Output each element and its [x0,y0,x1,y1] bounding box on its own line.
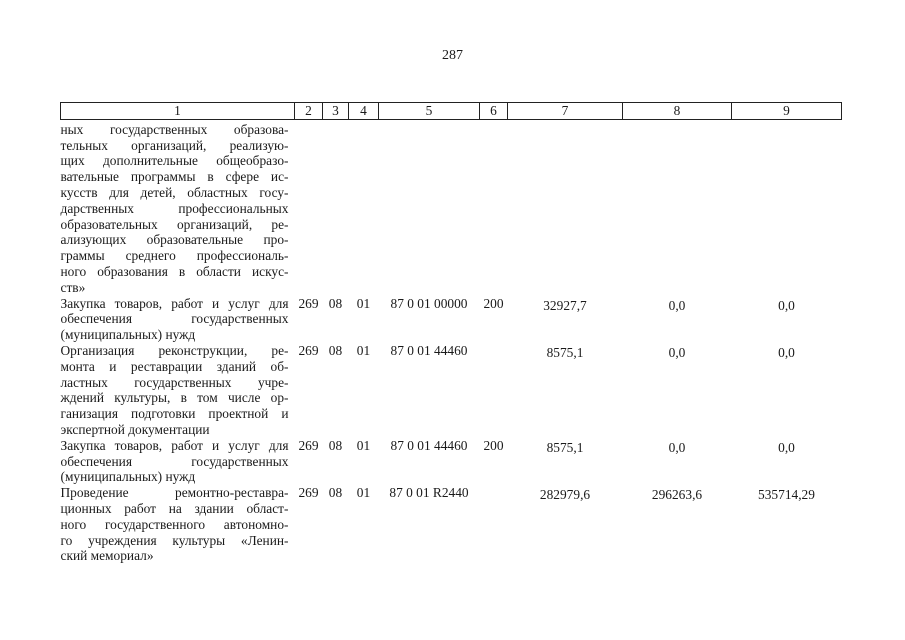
description-line: обеспечения государственных [60,453,289,469]
col-7-amount: 282979,6 [539,487,591,503]
description-line: ский мемориал» [60,548,154,564]
header-col-1: 1 [61,103,295,120]
description-line: граммы среднего профессиональ- [60,248,289,264]
description-line: монта и реставрации зданий об- [60,358,289,374]
col-4-subsection: 01 [356,485,371,501]
row-description [61,296,295,343]
col-3-section: 08 [328,295,343,311]
description-line: тельных организаций, реализую- [60,137,289,153]
description-line: ализующих образовательные про- [60,232,289,248]
col-8-amount [623,119,732,295]
row-description [61,485,295,564]
description-line: ластных государственных учре- [60,374,289,390]
header-col-2: 2 [295,103,323,120]
description-line: Закупка товаров, работ и услуг для [60,437,289,453]
description-line: ного образования в области искус- [60,263,289,279]
header-col-3: 3 [323,103,349,120]
col-6-expense-type [480,343,508,438]
description-line: образовательных организаций, ре- [60,216,289,232]
header-col-8: 8 [623,103,732,120]
header-col-6: 6 [480,103,508,120]
col-5-target-article: 87 0 01 00000 [390,295,468,311]
col-5-target-article: 87 0 01 R2440 [389,485,469,501]
description-line: Закупка товаров, работ и услуг для [60,295,289,311]
col-8-amount: 296263,6 [651,487,703,503]
description-line: го учреждения культуры «Ленин- [60,532,289,548]
row-description [61,343,295,438]
description-line: ств» [60,279,86,295]
col-6-expense-type: 200 [483,437,504,453]
description-line: щих дополнительные общеобразо- [60,153,289,169]
row-description [61,438,295,485]
description-line: (муниципальных) нужд [60,327,196,343]
header-col-4: 4 [349,103,379,120]
col-8-amount: 0,0 [668,344,686,360]
col-9-amount: 535714,29 [758,487,815,503]
col-4-subsection: 01 [356,437,371,453]
table-row [61,119,842,295]
col-9-amount [732,119,842,295]
header-row [61,103,842,120]
description-line: обеспечения государственных [60,311,289,327]
description-line: Организация реконструкции, ре- [60,342,289,358]
col-7-amount [508,119,623,295]
table-row [61,438,842,485]
col-3-section: 08 [328,485,343,501]
description-line: экспертной документации [60,421,210,437]
budget-table [60,102,842,564]
table-row [61,485,842,564]
header-col-5: 5 [379,103,480,120]
col-9-amount: 0,0 [778,297,795,313]
col-7-amount: 8575,1 [546,439,584,455]
description-line: ждений культуры, в том числе ор- [60,390,289,406]
description-line: вательные программы в сфере ис- [60,169,289,185]
header-col-9: 9 [732,103,842,120]
description-line: Проведение ремонтно-реставра- [60,485,289,501]
description-line: дарственных профессиональных [60,200,289,216]
col-3-section: 08 [328,342,343,358]
table-row [61,343,842,438]
col-6-expense-type [480,485,508,564]
col-9-amount: 0,0 [778,439,795,455]
col-2-code: 269 [298,295,319,311]
col-7-amount: 8575,1 [546,344,584,360]
col-6-expense-type: 200 [483,295,504,311]
col-6-expense-type [480,119,508,295]
col-8-amount: 0,0 [668,297,686,313]
col-2-code: 269 [298,485,319,501]
header-col-7: 7 [508,103,623,120]
description-line: ганизация подготовки проектной и [60,406,289,422]
col-4-subsection [349,119,379,295]
row-description [61,119,295,295]
page-number: 287 [442,48,463,63]
description-line: (муниципальных) нужд [60,469,196,485]
description-line: ных государственных образова- [60,121,289,137]
col-5-target-article: 87 0 01 44460 [390,342,468,358]
col-3-section [323,119,349,295]
table-row [61,296,842,343]
col-5-target-article [379,119,480,295]
description-line: ного государственного автономно- [60,516,289,532]
col-3-section: 08 [328,437,343,453]
col-2-code: 269 [298,342,319,358]
col-2-code: 269 [298,437,319,453]
col-2-code [295,119,323,295]
col-4-subsection: 01 [356,295,371,311]
col-8-amount: 0,0 [668,439,686,455]
description-line: кусств для детей, областных госу- [60,184,289,200]
col-9-amount: 0,0 [778,344,795,360]
col-5-target-article: 87 0 01 44460 [390,437,468,453]
col-7-amount: 32927,7 [543,297,587,313]
description-line: ционных работ на здании област- [60,500,289,516]
col-4-subsection: 01 [356,342,371,358]
